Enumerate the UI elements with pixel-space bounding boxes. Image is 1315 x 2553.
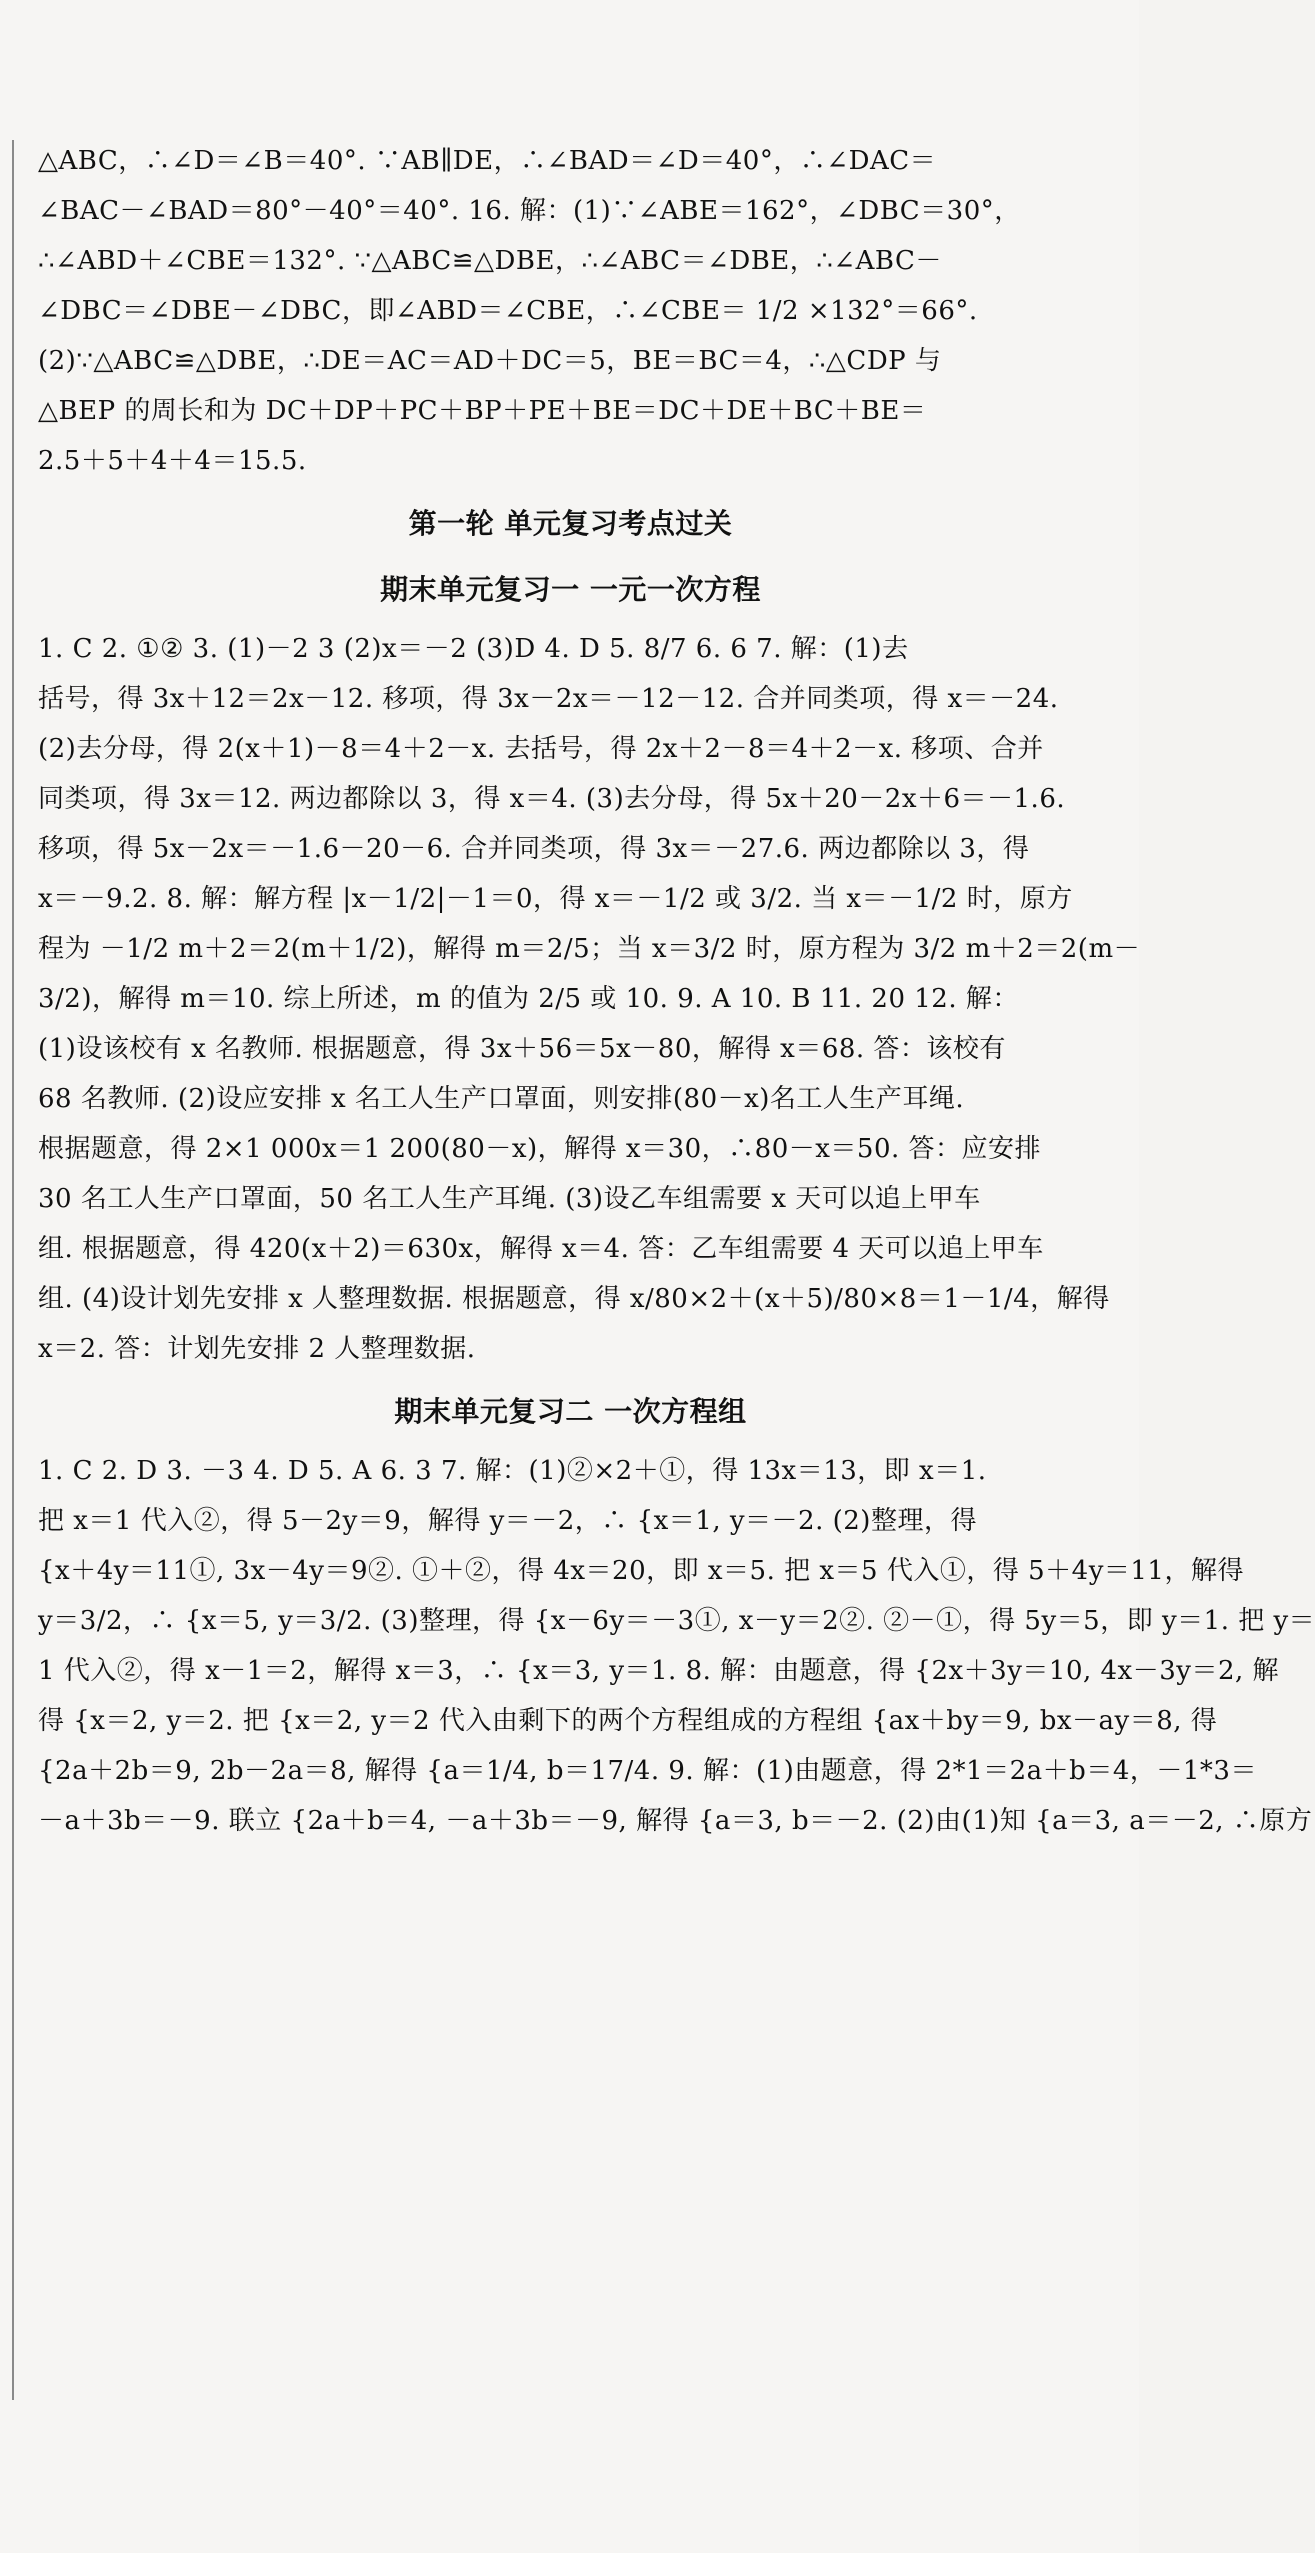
- text-line: 移项，得 5x－2x＝－1.6－20－6. 合并同类项，得 3x＝－27.6. 两边都除以 3，得: [38, 834, 1030, 864]
- text-line: 括号，得 3x＋12＝2x－12. 移项，得 3x－2x＝－12－12. 合并同类项，得 x＝－24.: [38, 684, 1059, 714]
- text-line: 3/2)，解得 m＝10. 综上所述，m 的值为 2/5 或 10. 9. A 10. B 11. 20 12. 解：: [38, 984, 1019, 1014]
- text-line: 同类项，得 3x＝12. 两边都除以 3，得 x＝4. (3)去分母，得 5x＋20－2x＋6＝－1.6.: [38, 784, 1066, 814]
- text-line: ∠DBC＝∠DBE－∠DBC，即∠ABD＝∠CBE，∴∠CBE＝ 1/2 ×132°＝66°.: [38, 296, 978, 326]
- text-line: (2)去分母，得 2(x＋1)－8＝4＋2－x. 去括号，得 2x＋2－8＝4＋2－x. 移项、合并: [38, 734, 1044, 764]
- block-unit-2: [38, 1446, 1315, 1846]
- text-line: {2a＋2b＝9, 2b－2a＝8, 解得 {a＝1/4, b＝17/4. 9. 解：(1)由题意，得 2*1＝2a＋b＝4，－1*3＝: [38, 1756, 1257, 1786]
- text-line: 程为 －1/2 m＋2＝2(m＋1/2)，解得 m＝2/5；当 x＝3/2 时，原方程为 3/2 m＋2＝2(m－: [38, 934, 1141, 964]
- text-line: 把 x＝1 代入②，得 5－2y＝9，解得 y＝－2，∴ {x＝1, y＝－2. (2)整理，得: [38, 1506, 977, 1536]
- heading-unit-1: 期末单元复习一 一元一次方程: [380, 573, 761, 606]
- text-line: {x＋4y＝11①, 3x－4y＝9②. ①＋②，得 4x＝20，即 x＝5. 把 x＝5 代入①，得 5＋4y＝11，解得: [38, 1556, 1244, 1586]
- answer-content: [38, 130, 1315, 1846]
- text-line: △BEP 的周长和为 DC＋DP＋PC＋BP＋PE＋BE＝DC＋DE＋BC＋BE＝: [38, 396, 927, 426]
- text-line: (1)设该校有 x 名教师. 根据题意，得 3x＋56＝5x－80，解得 x＝68. 答：该校有: [38, 1034, 1006, 1064]
- heading-unit-2: 期末单元复习二 一次方程组: [394, 1395, 747, 1428]
- text-line: (2)∵△ABC≌△DBE，∴DE＝AC＝AD＋DC＝5，BE＝BC＝4，∴△CDP 与: [38, 346, 942, 376]
- text-line: y＝3/2，∴ {x＝5, y＝3/2. (3)整理，得 {x－6y＝－3①, x－y＝2②. ②－①，得 5y＝5，即 y＝1. 把 y＝: [38, 1606, 1315, 1636]
- text-line: x＝－9.2. 8. 解：解方程 |x－1/2|－1＝0，得 x＝－1/2 或 3/2. 当 x＝－1/2 时，原方: [38, 884, 1073, 914]
- text-line: x＝2. 答：计划先安排 2 人整理数据.: [38, 1334, 476, 1364]
- text-line: 根据题意，得 2×1 000x＝1 200(80－x)，解得 x＝30，∴80－x＝50. 答：应安排: [38, 1134, 1042, 1164]
- text-line: 1. C 2. ①② 3. (1)－2 3 (2)x＝－2 (3)D 4. D 5. 8/7 6. 6 7. 解：(1)去: [38, 634, 909, 664]
- text-line: 组. 根据题意，得 420(x＋2)＝630x，解得 x＝4. 答：乙车组需要 4 天可以追上甲车: [38, 1234, 1044, 1264]
- left-margin-rule: [12, 140, 14, 2400]
- text-line: 30 名工人生产口罩面，50 名工人生产耳绳. (3)设乙车组需要 x 天可以追上甲车: [38, 1184, 981, 1214]
- text-line: 68 名教师. (2)设应安排 x 名工人生产口罩面，则安排(80－x)名工人生产耳绳.: [38, 1084, 965, 1114]
- text-line: ∠BAC－∠BAD＝80°－40°＝40°. 16. 解：(1)∵∠ABE＝162°，∠DBC＝30°，: [38, 196, 1021, 226]
- block-unit-1: [38, 624, 1141, 1374]
- text-line: 1. C 2. D 3. －3 4. D 5. A 6. 3 7. 解：(1)②×2＋①，得 13x＝13，即 x＝1.: [38, 1456, 987, 1486]
- text-line: ∴∠ABD＋∠CBE＝132°. ∵△ABC≌△DBE，∴∠ABC＝∠DBE，∴∠ABC－: [38, 246, 942, 276]
- text-line: 2.5＋5＋4＋4＝15.5.: [38, 446, 307, 476]
- text-line: 1 代入②，得 x－1＝2，解得 x＝3，∴ {x＝3, y＝1. 8. 解：由题意，得 {2x＋3y＝10, 4x－3y＝2, 解: [38, 1656, 1280, 1686]
- text-line: －a＋3b＝－9. 联立 {2a＋b＝4, －a＋3b＝－9, 解得 {a＝3, b＝－2. (2)由(1)知 {a＝3, a＝－2, ∴原方: [38, 1806, 1313, 1836]
- block-top: [38, 136, 1103, 486]
- text-line: 组. (4)设计划先安排 x 人整理数据. 根据题意，得 x/80×2＋(x＋5)/80×8＝1－1/4，解得: [38, 1284, 1110, 1314]
- text-line: 得 {x＝2, y＝2. 把 {x＝2, y＝2 代入由剩下的两个方程组成的方程组 {ax＋by＝9, bx－ay＝8, 得: [38, 1706, 1218, 1736]
- text-line: △ABC，∴∠D＝∠B＝40°. ∵AB∥DE，∴∠BAD＝∠D＝40°，∴∠DAC＝: [38, 146, 937, 176]
- heading-round: 第一轮 单元复习考点过关: [408, 507, 733, 540]
